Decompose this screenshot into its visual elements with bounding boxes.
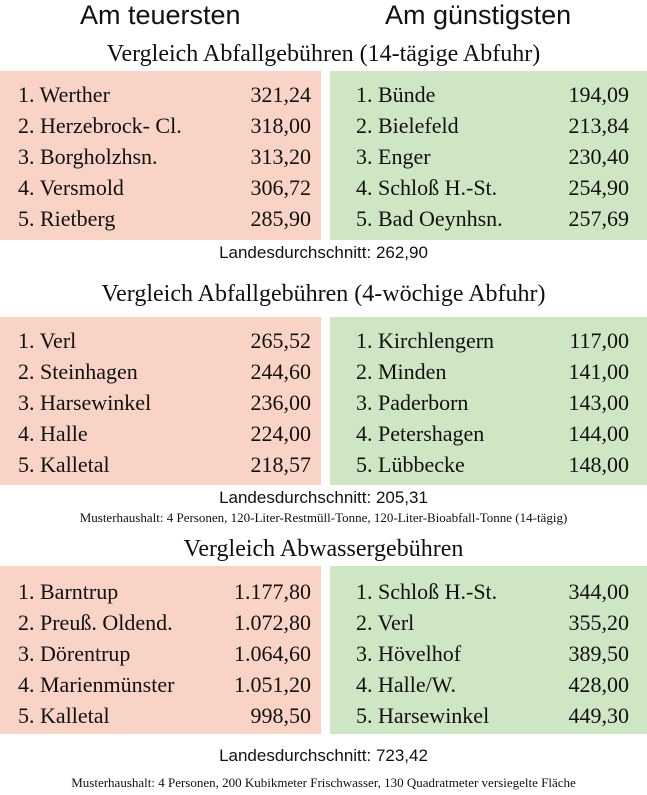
city-name: 4. Schloß H.-St. xyxy=(356,174,498,200)
table-row xyxy=(18,110,311,141)
fee-value: 318,00 xyxy=(250,112,311,138)
fee-value: 428,00 xyxy=(568,671,629,697)
table-row xyxy=(18,203,311,234)
city-name: 1. Kirchlengern xyxy=(356,327,495,353)
city-name: 4. Halle xyxy=(18,420,88,446)
table-row xyxy=(356,79,629,110)
table-row xyxy=(18,79,311,110)
state-average: Landesdurchschnitt: 262,90 xyxy=(219,243,428,262)
cheapest-list-wastewater xyxy=(330,566,647,734)
city-name: 2. Verl xyxy=(356,609,415,635)
fee-value: 143,00 xyxy=(568,389,629,415)
fee-value: 117,00 xyxy=(569,327,629,353)
fee-value: 998,50 xyxy=(250,702,311,728)
table-row xyxy=(356,203,629,234)
expensive-list-waste-14 xyxy=(0,71,321,240)
city-name: 4. Versmold xyxy=(18,174,124,200)
header-cheapest: Am günstigsten xyxy=(385,0,572,30)
fee-value: 344,00 xyxy=(568,578,629,604)
table-row xyxy=(18,325,311,356)
city-name: 1. Barntrup xyxy=(18,578,119,604)
city-name: 2. Herzebrock- Cl. xyxy=(18,112,182,138)
city-name: 3. Dörentrup xyxy=(18,640,131,666)
fee-value: 285,90 xyxy=(250,205,311,231)
fee-value: 213,84 xyxy=(568,112,629,138)
table-row xyxy=(356,172,629,203)
table-row xyxy=(18,607,311,638)
section-title-waste-14: Vergleich Abfallgebühren (14-tägige Abfuhr) xyxy=(106,41,541,67)
fee-value: 355,20 xyxy=(568,609,629,635)
fee-value: 218,57 xyxy=(250,451,311,477)
table-row xyxy=(356,449,629,480)
table-row xyxy=(18,141,311,172)
city-name: 3. Harsewinkel xyxy=(18,389,152,415)
expensive-list-wastewater xyxy=(0,566,321,734)
table-row xyxy=(18,172,311,203)
table-row xyxy=(356,141,629,172)
table-row xyxy=(356,356,629,387)
table-row xyxy=(356,110,629,141)
fee-value: 1.051,20 xyxy=(234,671,311,697)
fee-value: 265,52 xyxy=(250,327,311,353)
fee-value: 1.072,80 xyxy=(234,609,311,635)
cheapest-list-waste-14 xyxy=(330,71,647,240)
city-name: 1. Werther xyxy=(18,81,110,107)
city-name: 5. Bad Oeynhsn. xyxy=(356,205,503,231)
fee-value: 321,24 xyxy=(250,81,311,107)
table-row xyxy=(356,325,629,356)
table-row xyxy=(356,669,629,700)
city-name: 5. Harsewinkel xyxy=(356,702,490,728)
sample-household-note: Musterhaushalt: 4 Personen, 200 Kubikmeter Frischwasser, 130 Quadratmeter versiegelte Fläche xyxy=(71,775,576,790)
fee-value: 257,69 xyxy=(568,205,629,231)
city-name: 2. Steinhagen xyxy=(18,358,138,384)
city-name: 4. Petershagen xyxy=(356,420,485,446)
fee-value: 236,00 xyxy=(250,389,311,415)
city-name: 5. Kalletal xyxy=(18,702,110,728)
state-average: Landesdurchschnitt: 723,42 xyxy=(219,746,428,765)
table-row xyxy=(18,387,311,418)
city-name: 3. Borgholzhsn. xyxy=(18,143,158,169)
table-row xyxy=(18,418,311,449)
state-average: Landesdurchschnitt: 205,31 xyxy=(219,488,428,507)
expensive-list-waste-4w xyxy=(0,317,321,485)
city-name: 2. Preuß. Oldend. xyxy=(18,609,173,635)
fee-value: 144,00 xyxy=(568,420,629,446)
table-row xyxy=(356,387,629,418)
city-name: 1. Verl xyxy=(18,327,77,353)
fee-value: 313,20 xyxy=(250,143,311,169)
fee-value: 148,00 xyxy=(568,451,629,477)
table-row xyxy=(18,576,311,607)
table-row xyxy=(18,700,311,731)
table-row xyxy=(18,638,311,669)
fee-value: 244,60 xyxy=(250,358,311,384)
city-name: 4. Marienmünster xyxy=(18,671,175,697)
city-name: 1. Bünde xyxy=(356,81,436,107)
sample-household-note: Musterhaushalt: 4 Personen, 120-Liter-Restmüll-Tonne, 120-Liter-Bioabfall-Tonne (14-tägig) xyxy=(79,510,568,525)
table-row xyxy=(18,356,311,387)
fee-value: 389,50 xyxy=(568,640,629,666)
table-row xyxy=(356,638,629,669)
table-row xyxy=(356,418,629,449)
city-name: 2. Bielefeld xyxy=(356,112,459,138)
table-row xyxy=(18,449,311,480)
fee-value: 449,30 xyxy=(568,702,629,728)
city-name: 3. Enger xyxy=(356,143,431,169)
fee-value: 306,72 xyxy=(250,174,311,200)
table-row xyxy=(356,607,629,638)
fee-value: 230,40 xyxy=(568,143,629,169)
fee-value: 1.177,80 xyxy=(234,578,311,604)
table-row xyxy=(356,700,629,731)
fee-value: 254,90 xyxy=(568,174,629,200)
table-row xyxy=(18,669,311,700)
city-name: 1. Schloß H.-St. xyxy=(356,578,498,604)
section-title-wastewater: Vergleich Abwassergebühren xyxy=(183,536,464,562)
city-name: 3. Paderborn xyxy=(356,389,469,415)
city-name: 5. Rietberg xyxy=(18,205,116,231)
fee-value: 224,00 xyxy=(250,420,311,446)
table-row xyxy=(356,576,629,607)
section-title-waste-4w: Vergleich Abfallgebühren (4-wöchige Abfuhr) xyxy=(101,281,546,307)
city-name: 2. Minden xyxy=(356,358,447,384)
city-name: 5. Lübbecke xyxy=(356,451,465,477)
fee-value: 141,00 xyxy=(568,358,629,384)
cheapest-list-waste-4w xyxy=(330,317,647,485)
city-name: 5. Kalletal xyxy=(18,451,110,477)
header-most-expensive: Am teuersten xyxy=(80,0,241,30)
city-name: 4. Halle/W. xyxy=(356,671,456,697)
city-name: 3. Hövelhof xyxy=(356,640,462,666)
fee-value: 1.064,60 xyxy=(234,640,311,666)
fee-value: 194,09 xyxy=(568,81,629,107)
